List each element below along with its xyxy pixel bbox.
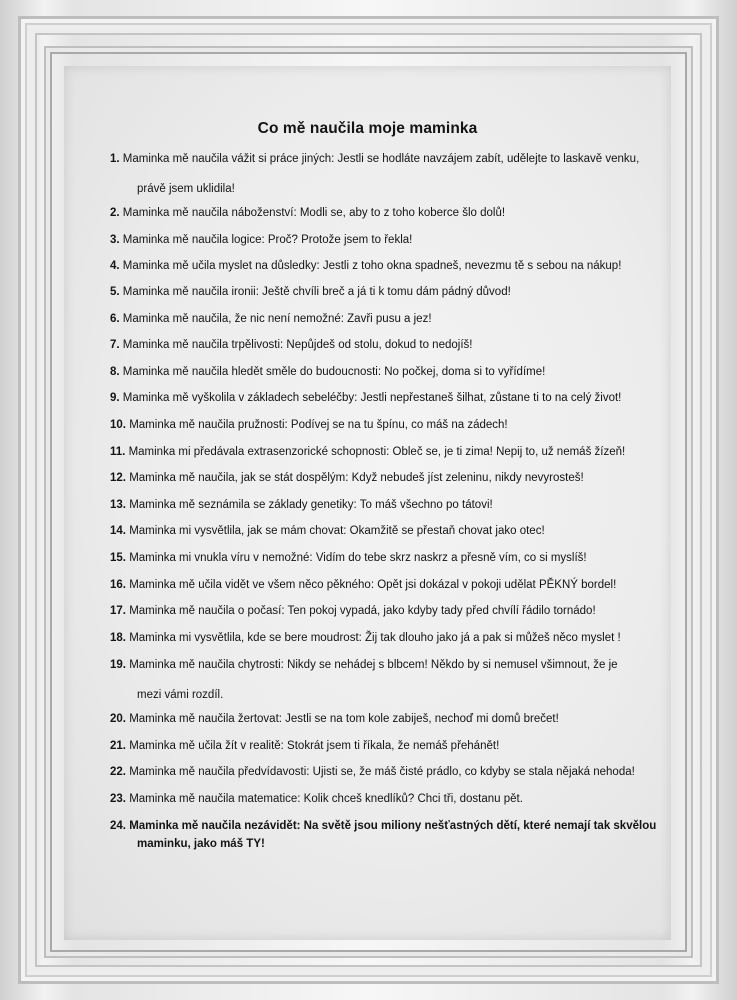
item-text: Maminka mě naučila matematice: Kolik chceš knedlíků? Chci tři, dostanu pět. — [129, 793, 523, 805]
list-item — [110, 364, 650, 380]
list-item — [110, 390, 650, 406]
item-text: Maminka mě naučila pružnosti: Podívej se na tu špínu, co máš na zádech! — [129, 419, 508, 431]
item-text: Maminka mě naučila ironii: Ještě chvíli breč a já ti k tomu dám pádný důvod! — [122, 286, 511, 298]
item-number: 22. — [110, 766, 126, 778]
page-title: Co mě naučila moje maminka — [257, 120, 478, 137]
item-number: 14. — [110, 525, 126, 537]
item-text: Maminka mi předávala extrasenzorické schopnosti: Obleč se, je ti zima! Nepij to, už nemáš žízeň! — [128, 446, 626, 458]
item-text: Maminka mě naučila hledět směle do budoucnosti: No počkej, doma si to vyřídíme! — [122, 366, 546, 378]
list-item — [110, 818, 657, 852]
item-number: 10. — [110, 419, 126, 431]
list-item — [110, 232, 650, 248]
list-item — [110, 284, 650, 300]
item-text: Maminka mě naučila logice: Proč? Protože jsem to řekla! — [122, 234, 413, 246]
item-number: 21. — [110, 740, 126, 752]
item-number: 8. — [110, 366, 120, 378]
list-item — [110, 630, 650, 646]
item-text-continuation: maminku, jako máš TY! — [137, 838, 265, 850]
item-text: Maminka mě učila žít v realitě: Stokrát jsem ti říkala, že nemáš přehánět! — [129, 740, 500, 752]
item-text: Maminka mě naučila, jak se stát dospělým: Když nebudeš jíst zeleninu, nikdy nevyrosteš! — [129, 472, 584, 484]
item-text: Maminka mi vnukla víru v nemožné: Vidím do tebe skrz naskrz a přesně vím, co si myslíš! — [129, 552, 587, 564]
item-text: Maminka mě naučila vážit si práce jiných: Jestli se hodláte navzájem zabít, udělejte to laskavě venku, — [122, 153, 640, 165]
item-text: Maminka mi vysvětlila, kde se bere moudrost: Žij tak dlouho jako já a pak si můžeš něco myslet ! — [129, 632, 621, 644]
paper-sheet — [64, 66, 671, 940]
item-text: Maminka mě naučila předvídavosti: Ujisti se, že máš čisté prádlo, co kdyby se stala nějaká nehoda! — [129, 766, 635, 778]
item-text: Maminka mě naučila nezávidět: Na světě jsou miliony nešťastných dětí, které nemají tak skvělou — [129, 820, 657, 832]
item-number: 2. — [110, 207, 120, 219]
item-number: 17. — [110, 605, 126, 617]
item-number: 11. — [110, 446, 126, 458]
item-text: Maminka mě učila vidět ve všem něco pěkného: Opět jsi dokázal v pokoji udělat PĚKNÝ bordel! — [129, 579, 617, 591]
item-number: 3. — [110, 234, 120, 246]
list-item — [110, 738, 650, 754]
item-number: 1. — [110, 153, 120, 165]
list-item — [110, 497, 650, 513]
list-item — [110, 657, 650, 703]
item-text-continuation: právě jsem uklidila! — [137, 183, 235, 195]
item-number: 19. — [110, 659, 126, 671]
list-item — [110, 205, 650, 221]
item-number: 16. — [110, 579, 126, 591]
item-text-continuation: mezi vámi rozdíl. — [137, 689, 224, 701]
item-text: Maminka mi vysvětlila, jak se mám chovat: Okamžitě se přestaň chovat jako otec! — [129, 525, 545, 537]
item-number: 20. — [110, 713, 126, 725]
list-item — [110, 258, 650, 274]
list-item — [110, 711, 650, 727]
list-item — [110, 470, 650, 486]
list-item — [110, 764, 650, 780]
item-number: 7. — [110, 339, 120, 351]
list-item — [110, 550, 650, 566]
item-number: 4. — [110, 260, 120, 272]
item-text: Maminka mě naučila chytrosti: Nikdy se nehádej s blbcem! Někdo by si nemusel všimnout, že je — [129, 659, 618, 671]
item-text: Maminka mě naučila o počasí: Ten pokoj vypadá, jako kdyby tady před chvílí řádilo tornádo! — [129, 605, 596, 617]
item-number: 15. — [110, 552, 126, 564]
list-item — [110, 337, 650, 353]
list-item — [110, 577, 650, 593]
list-item — [110, 311, 650, 327]
list-item — [110, 523, 650, 539]
item-number: 18. — [110, 632, 126, 644]
item-number: 9. — [110, 392, 120, 404]
item-number: 23. — [110, 793, 126, 805]
item-number: 12. — [110, 472, 126, 484]
item-text: Maminka mě naučila náboženství: Modli se, aby to z toho koberce šlo dolů! — [122, 207, 506, 219]
item-text: Maminka mě naučila, že nic není nemožné: Zavři pusu a jez! — [122, 313, 432, 325]
item-text: Maminka mě naučila trpělivosti: Nepůjdeš od stolu, dokud to nedojíš! — [122, 339, 473, 351]
item-number: 5. — [110, 286, 120, 298]
list-item — [110, 791, 650, 807]
item-text: Maminka mě seznámila se základy genetiky: To máš všechno po tátovi! — [129, 499, 493, 511]
list-item — [110, 603, 650, 619]
item-text: Maminka mě učila myslet na důsledky: Jestli z toho okna spadneš, nevezmu tě s sebou na nákup! — [122, 260, 622, 272]
item-text: Maminka mě naučila žertovat: Jestli se na tom kole zabiješ, nechoď mi domů brečet! — [129, 713, 559, 725]
item-number: 6. — [110, 313, 120, 325]
item-number: 13. — [110, 499, 126, 511]
list-item — [110, 417, 650, 433]
item-number: 24. — [110, 820, 126, 832]
list-item — [110, 444, 650, 460]
item-text: Maminka mě vyškolila v základech sebeléčby: Jestli nepřestaneš šilhat, zůstane ti to na celý život! — [122, 392, 622, 404]
list-item — [110, 151, 650, 197]
